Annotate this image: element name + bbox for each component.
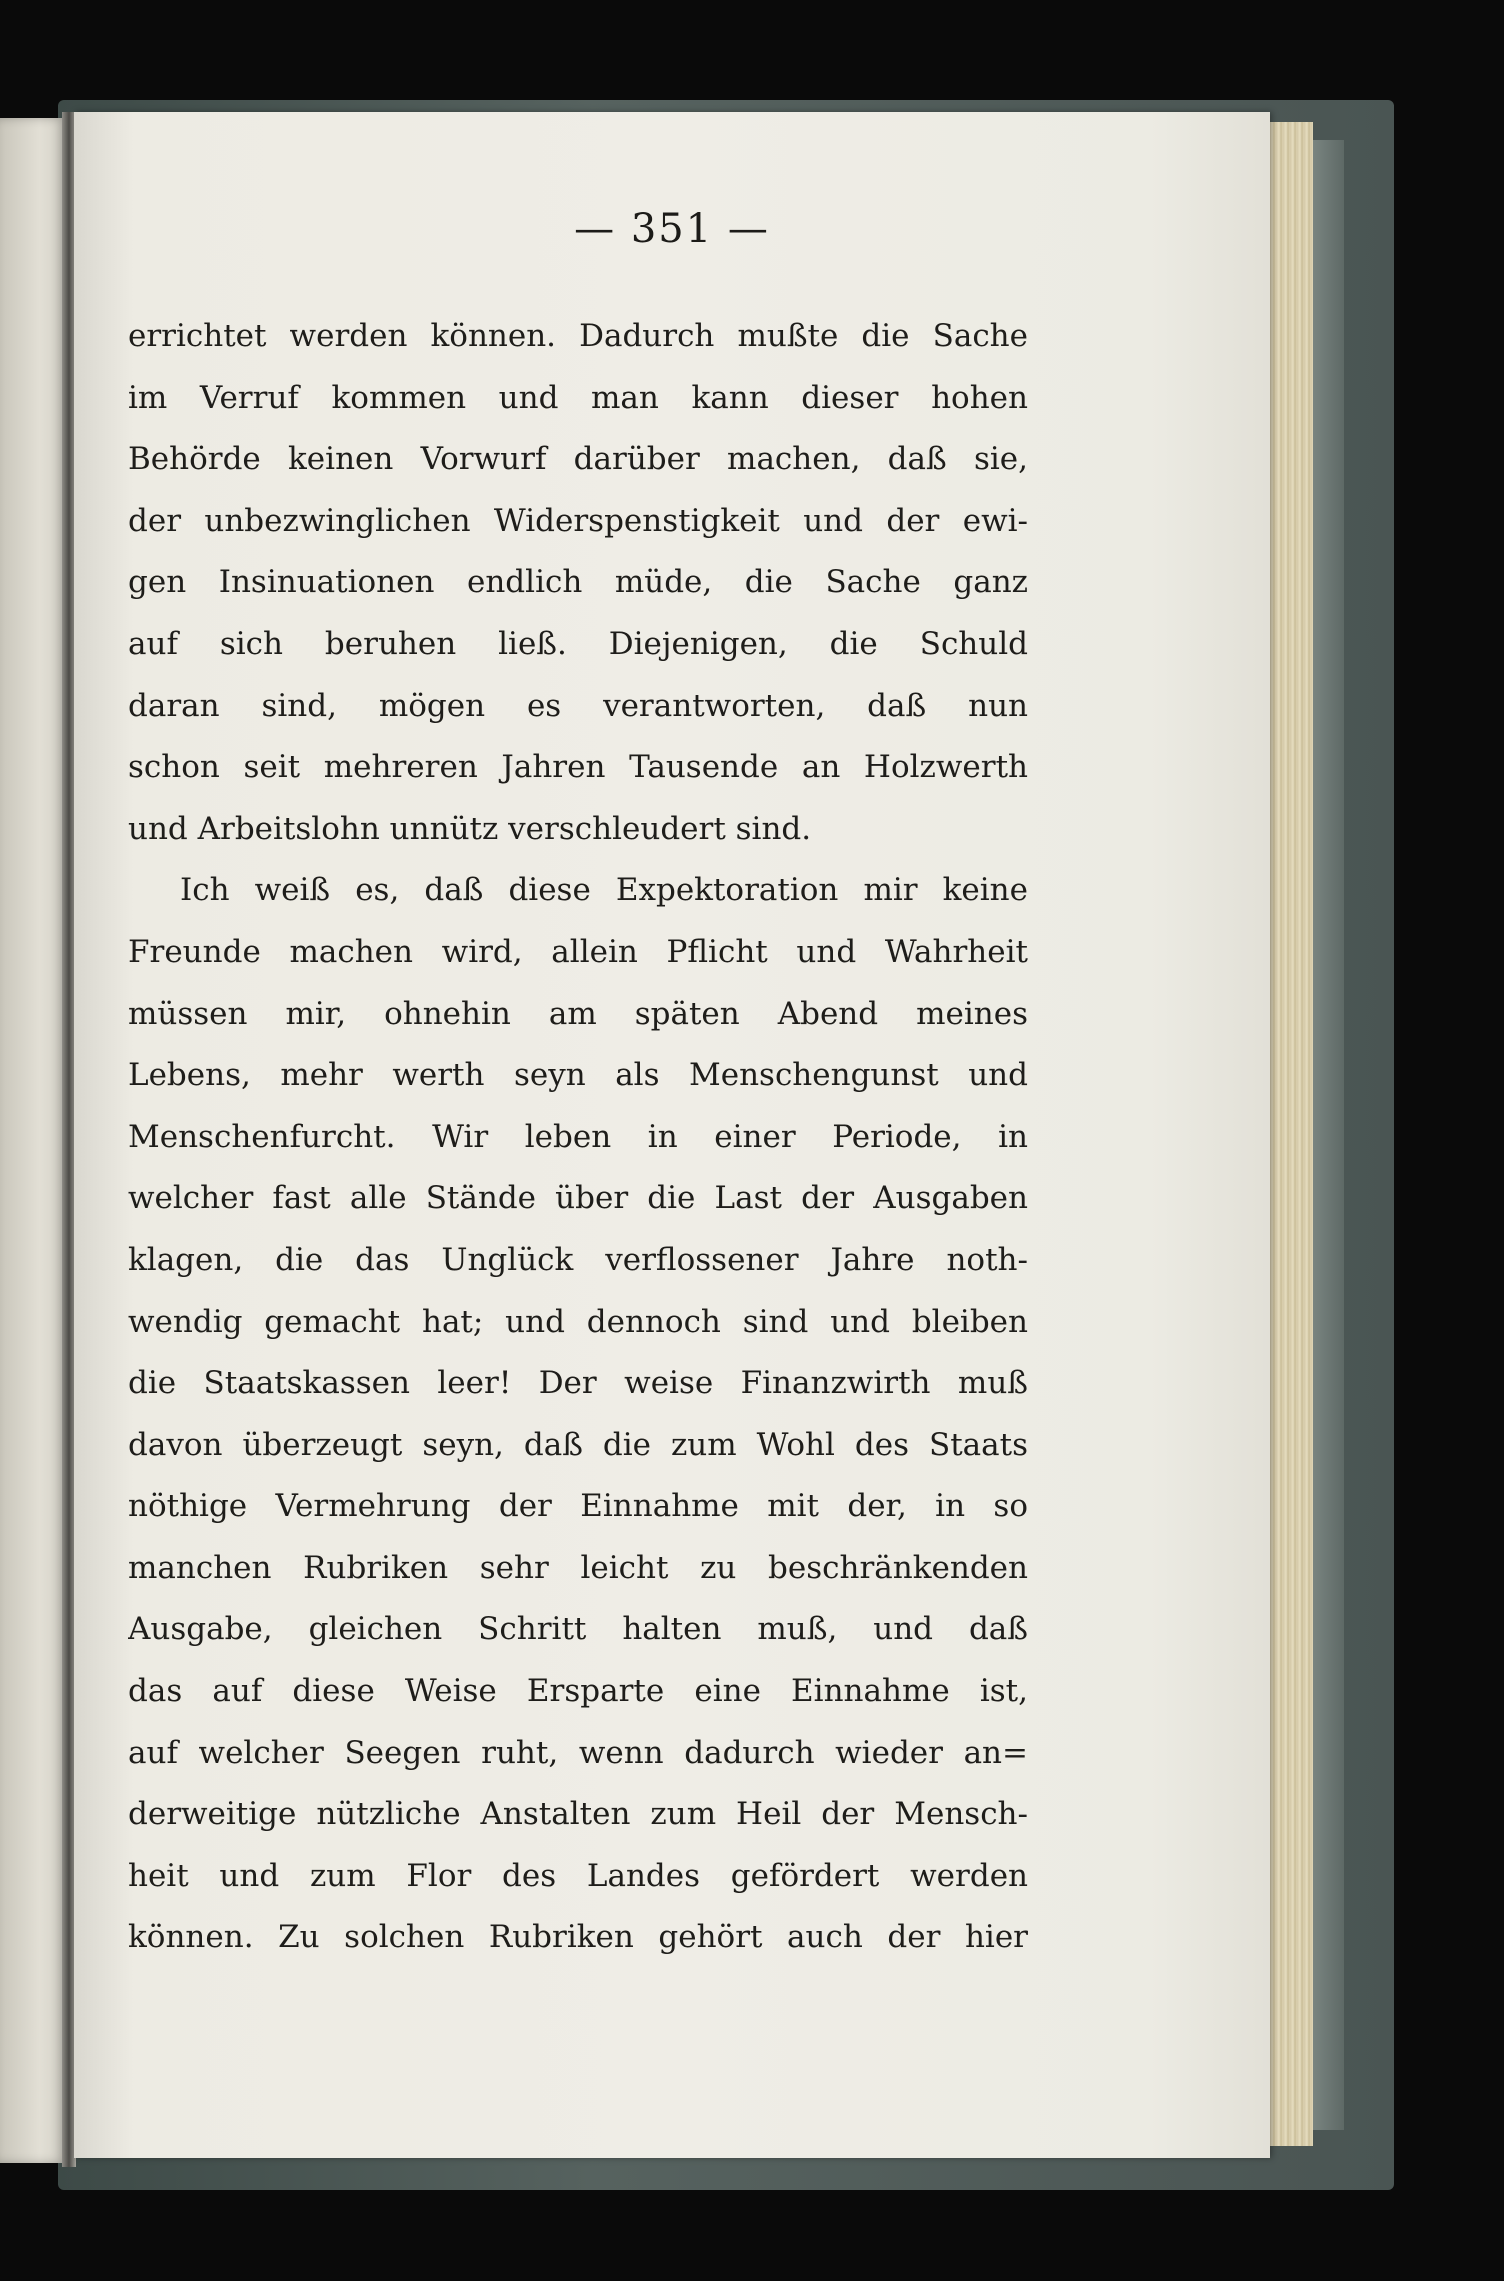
- text-line: davon überzeugt seyn, daß die zum Wohl des Staats: [128, 1426, 1028, 1463]
- text-line: errichtet werden können. Dadurch mußte die Sache: [128, 318, 1028, 354]
- text-line: Lebens, mehr werth seyn als Menschengunst und: [128, 1057, 1028, 1094]
- text-line: gen Insinuationen endlich müde, die Sache ganz: [128, 564, 1028, 601]
- text-line: auf welcher Seegen ruht, wenn dadurch wieder an=: [128, 1734, 1028, 1771]
- text-line: derweitige nützliche Anstalten zum Heil der Mensch-: [128, 1796, 1028, 1833]
- text-line: nöthige Vermehrung der Einnahme mit der, in so: [128, 1488, 1028, 1525]
- left-page-edge: [0, 118, 66, 2163]
- text-line: manchen Rubriken sehr leicht zu beschränkenden: [128, 1549, 1028, 1586]
- text-line: im Verruf kommen und man kann dieser hohen: [128, 379, 1028, 416]
- text-line: schon seit mehreren Jahren Tausende an Holzwerth: [128, 749, 1028, 786]
- text-line: Ich weiß es, daß diese Expektoration mir keine: [180, 872, 1028, 909]
- text-line: daran sind, mögen es verantworten, daß nun: [128, 687, 1028, 724]
- page-block-edges: [1268, 122, 1313, 2146]
- text-line: können. Zu solchen Rubriken gehört auch der hier: [128, 1919, 1028, 1956]
- page-number-header: — 351 —: [574, 206, 770, 252]
- text-line: und Arbeitslohn unnütz verschleudert sind.: [128, 810, 812, 847]
- text-line: müssen mir, ohnehin am späten Abend meines: [128, 995, 1028, 1032]
- text-line: klagen, die das Unglück verflossener Jahre noth-: [128, 1241, 1028, 1278]
- text-line: Ausgabe, gleichen Schritt halten muß, und daß: [128, 1611, 1028, 1648]
- text-line: Freunde machen wird, allein Pflicht und Wahrheit: [128, 933, 1028, 970]
- text-line: welcher fast alle Stände über die Last der Ausgaben: [128, 1180, 1028, 1217]
- text-line: heit und zum Flor des Landes gefördert werden: [128, 1857, 1028, 1894]
- text-line: Menschenfurcht. Wir leben in einer Periode, in: [128, 1118, 1028, 1155]
- text-line: wendig gemacht hat; und dennoch sind und bleiben: [128, 1303, 1028, 1340]
- text-line: der unbezwinglichen Widerspenstigkeit und der ewi-: [128, 502, 1028, 539]
- cover-edge: [1310, 140, 1344, 2130]
- page-body-text: [128, 306, 1028, 1969]
- text-line: auf sich beruhen ließ. Diejenigen, die Schuld: [128, 625, 1028, 662]
- text-line: das auf diese Weise Ersparte eine Einnahme ist,: [128, 1673, 1028, 1710]
- text-line: Behörde keinen Vorwurf darüber machen, daß sie,: [128, 441, 1028, 478]
- text-line: die Staatskassen leer! Der weise Finanzwirth muß: [128, 1365, 1028, 1402]
